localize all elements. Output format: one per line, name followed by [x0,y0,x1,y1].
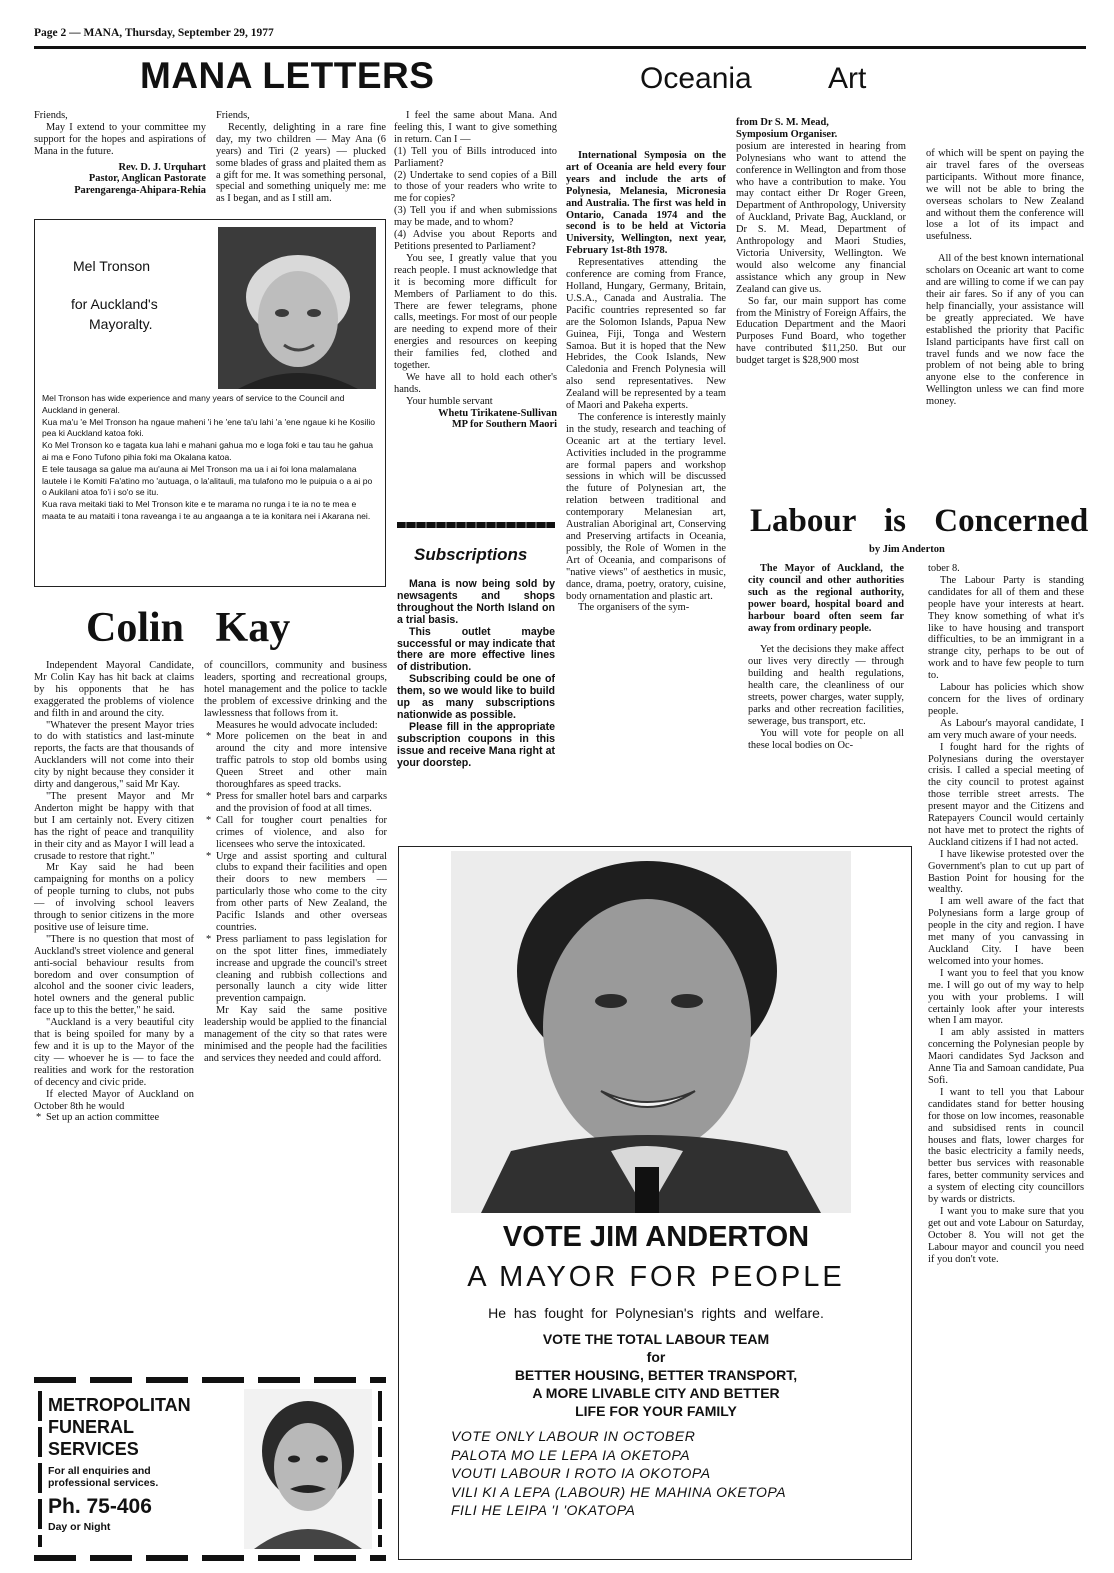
letter-2-body-4: We have all to hold each other's hands. [394,371,557,395]
colin-kay-bullet-4: * Urge and assist sporting and cultural clubs to expand their facilities and open their doors to new members — particularly those who come to the city from other parts of New Zealand, the Pacific Islands and other overseas countries. [216,851,387,934]
funeral-name-2: FUNERAL [48,1417,134,1437]
letter-2-salutation: Friends, [216,110,250,121]
labour-p2: You will vote for people on all these local bodies on Oc- [748,727,904,751]
colin-kay-bullet-2: * Press for smaller hotel bars and carparks and the provision of food at all times. [216,791,387,815]
funeral-ad-right-border [378,1391,382,1547]
funeral-portrait-image [244,1389,372,1549]
section-divider [397,522,555,528]
oceania-col-3 [926,148,1084,498]
letter-1-salutation: Friends, [34,110,68,121]
colin-kay-p1: Independent Mayoral Candidate, Mr Colin Kay has hit back at claims by his opponents that he has exaggerated the problems of violence and filth in and around the city. [34,660,194,719]
colin-kay-col-2 [204,660,387,1376]
anderton-languages [451,1427,901,1520]
anderton-lang-niuean: VILI KI A LEPA (LABOUR) HE MAHINA OKETOPA [451,1483,787,1500]
labour-p7: I fought hard for the rights of Polynesians during the overstayer crisis. I called a special meeting of the city council to protest against those terrible street arrests. The present mayor and the Citizens and Ratepayers Council would certainly not have met to protect the rights of Auckland citizens if I had not acted. [928,741,1084,848]
letter-2-body-3: You see, I greatly value that you reach people. I must acknowledge that it is becoming more difficult for Members of Parliament to do this. There are fewer telegrams, phone calls, meetings. For most of our people are needing to expend more of their energies and resources on keeping their families fed, clothed and together. [394,252,557,372]
oceania-heading-left: Oceania [640,62,752,95]
letter-1-sig-name: Rev. D. J. Urquhart [118,161,206,173]
labour-p11: I am ably assisted in matters concerning the Polynesian people by Maori candidates Syd Jackson and Anne Tia and Samoan candidate, Pua Sofi. [928,1027,1084,1086]
colin-kay-p4: Mr Kay said he had been campaigning for months on a policy of people turning to clubs, not pubs — of involving school leavers through to senior citizens in the more positive use of leisure time. [34,862,194,933]
anderton-lang-samoan: PALOTA MO LE LEPA IA OKETOPA [451,1446,691,1463]
anderton-vote: VOTE JIM ANDERTON [502,1221,810,1253]
colin-kay-p7: If elected Mayor of Auckland on October 8th he would [34,1088,194,1112]
labour-p4: The Labour Party is standing candidates for all of them and these people have your interests at heart. They know something of what it's like to have housing and transport difficulties, to be an immigrant in a strange city, perhaps to be out of work and to have few people to turn to. [928,574,1084,682]
funeral-phone: Ph. 75-406 [48,1495,152,1518]
labour-byline: by Jim Anderton [869,544,945,555]
letter-2-closing: Your humble servant [406,395,493,407]
tronson-portrait-image [218,227,376,389]
letter-1-body: May I extend to your committee my support for the hopes and aspirations of Mana in the future. [34,121,206,157]
anderton-team: VOTE THE TOTAL LABOUR TEAM [542,1331,770,1347]
subscriptions-p1: Mana is now being sold by newsagents and shops throughout the North Island on a trial basis. [397,579,555,626]
letter-2-body-2: I feel the same about Mana. And feeling this, I want to give something in return. Can I — [394,110,557,145]
colin-kay-bullet-3: * Call for tougher court penalties for crimes of violence, and also for licensees who serve the intoxicated. [216,815,387,851]
subscriptions-heading: Subscriptions [414,545,528,564]
colin-kay-p5: "There is no question that most of Auckland's street violence and general anti-social behaviour results from boredom and over consumption of alcohol and the sooner civic leaders, hotel owners and the general public face up to this the better," he said. [34,933,194,1017]
funeral-ad-bottom-border [34,1555,386,1561]
letter-2-sig-title: MP for Southern Maori [451,419,557,431]
colin-kay-p6: "Auckland is a very beautiful city that is being spoiled for many by a few and it is up to the Mayor of the city — whoever he is — to face the realities and work for the restoration of decency and civic pride. [34,1017,194,1088]
anderton-slogan: A MAYOR FOR PEOPLE [467,1261,845,1293]
funeral-ad-left-border [38,1391,42,1547]
colin-kay-closing: Mr Kay said the same positive leadership would be applied to the financial management of the city so that rates were minimised and the people had the facilities and services they needed and could afford. [204,1005,387,1064]
funeral-tagline-1: For all enquiries and [48,1465,151,1477]
oceania-p3: The organisers of the sym- [578,602,690,614]
anderton-for: for [646,1349,666,1365]
labour-p5: Labour has policies which show concern for the lives of ordinary people. [928,682,1084,717]
funeral-ad [34,1377,386,1561]
letter-2-body-1: Recently, delighting in a rare fine day, my two children — May Ana (6 years) and Tiri (2 years) — plucked some blades of grass and plaited them as a gift for me. It was something personal, special and something uniquely me: me as I began, and as I still am. [216,121,386,205]
tronson-text-niuean: Ko Mel Tronson ko e tagata kua lahi e mahani gahua mo e loga foki e tau tau he gahua ai ma e Fono Tufono pihia foki ma Okalana katoa. [42,440,374,462]
tronson-text-samoan: E tele tausaga sa galue ma au'auna ai Mel Tronson ma ua i ai foi lona malamalana lautele i le Komiti Fa'atino mo 'autuaga, o la'alitauli, ma tulafono mo le puipuia o a ai po o Aukilani atoa fo'i i so'o se itu. [42,463,373,498]
anderton-portrait-image [451,851,851,1213]
oceania-col-1 [566,150,726,836]
letter-2-part-1 [216,110,386,210]
labour-p12: I want to tell you that Labour candidates stand for better housing for those on low incomes, reasonable and subsidised rents in council houses and flats, lower charges for the basic electricity a family needs, better bus services with reasonable fares, better community services and a system of electing city councillors by wards or districts. [928,1086,1084,1206]
colin-kay-col-1 [34,660,194,1376]
colin-kay-lead: of councillors, community and business leaders, sporting and recreational groups, hotel management and the police to tackle the problem of excessive drinking and the lawlessness that follows from it. [204,660,387,719]
page-folio: Page 2 — MANA, Thursday, September 29, 1977 [34,27,274,39]
labour-p1: Yet the decisions they make affect our lives very directly — through building and health regulations, health care, the cleanliness of our streets, power charges, water supply, parks and other recreation facilities, sewerage, bus transport, etc. [748,644,904,727]
subscriptions-body [397,579,555,823]
funeral-portrait [244,1389,372,1549]
letter-2-item-1: (1) Tell you of Bills introduced into Parliament? [394,145,557,169]
tronson-ad-text [42,393,378,523]
oceania-byline-1: from Dr S. M. Mead, [736,117,829,128]
letter-2-sig-name: Whetu Tirikatene-Sullivan [438,407,557,419]
anderton-lang-cook-island: VOUTI LABOUR I ROTO IA OKOTOPA [451,1465,711,1481]
tronson-ad-line3: Mayoralty. [89,316,153,332]
anderton-policy-3: LIFE FOR YOUR FAMILY [575,1403,737,1419]
funeral-name-3: SERVICES [48,1439,139,1459]
anderton-policy-1: BETTER HOUSING, BETTER TRANSPORT, [514,1367,798,1383]
anderton-portrait [451,851,851,1213]
subscriptions-p2: This outlet maybe successful or may indicate that there are more effective lines of distribution. [397,625,555,674]
labour-lead: The Mayor of Auckland, the city council and other authorities such as the regional authority, power board, hospital board and harbour board often seem far away from ordinary people. [748,563,904,634]
funeral-hours: Day or Night [48,1521,111,1533]
tronson-ad-line2: for Auckland's [71,296,158,312]
colin-kay-bullet-1: * More policemen on the beat in and around the city and more intensive traffic patrols to stop old bombs using Queen Street and other main thoroughfares as speed tracks. [216,731,387,791]
labour-p10: I want you to feel that you know me. I will go out of my way to help you with your problems. I will certainly look after your interests when I am mayor. [928,967,1084,1027]
oceania-byline-2: Symposium Organiser. [736,128,838,140]
labour-col-2 [928,563,1084,1565]
letters-heading: MANA LETTERS [140,55,435,96]
oceania-p4: posium are interested in hearing from Polynesians who want to attend the conference in Wellington and from those who have a contribution to make. You may contact either Dr Roger Green, Department of Anthropology, University of Auckland, Private Bag, Auckland, or Dr S. M. Mead, Department of Anthropology and Maori Studies, Victoria University, Wellington. We would also welcome any financial assistance which any group in New Zealand can give us. [736,140,906,295]
subscriptions-p4: Please fill in the appropriate subscription coupons in this issue and receive Mana right at your doorstep. [397,720,555,769]
anderton-fought: He has fought for Polynesian's rights and welfare. [488,1305,824,1321]
colin-kay-bullet-5: * Press parliament to pass legislation for on the spot litter fines, immediately increase and upgrade the council's street cleaning and rubbish collections and personally launch a city wide litter prevention campaign. [216,934,387,1005]
funeral-name-1: METROPOLITAN [48,1395,191,1415]
colin-kay-p2: "Whatever the present Mayor tries to do with statistics and last-minute reports, the facts are that thousands of Aucklanders will not come into their city by night because they consider it dirty and dangerous," said Mr Kay. [34,719,194,791]
subscriptions-p3: Subscribing could be one of them, so we would like to build up as many subscriptions nationwide as possible. [397,673,555,721]
tronson-text-english: Mel Tronson has wide experience and many years of service to the Council and Auckland in general. [42,393,345,415]
labour-p8: I have likewise protested over the Government's plan to cut up part of Bastion Point for housing for the wealthy. [928,848,1084,896]
letter-2-item-3: (3) Tell you if and when submissions may be made, and to whom? [394,205,557,229]
colin-kay-heading: Colin Kay [86,605,291,651]
labour-p3: tober 8. [928,563,960,574]
tronson-text-cook-island: Kua rava meitaki tiaki to Mel Tronson kite e te marama no runga i te ia no te mea e maata te au mataiti i tona raveanga i te au angaanga a te ia konitara nei i Akarana nei. [42,499,371,521]
labour-heading: Labour is Concerned [750,503,1089,539]
tronson-text-tongan: Kua ma'u 'e Mel Tronson ha ngaue maheni 'i he 'ene ta'u lahi 'a 'ene ngaue ki he Kosilio pea ki Auckland katoa foki. [42,416,376,439]
colin-kay-bullet-committee: * Set up an action committee [46,1112,194,1124]
letter-2-item-2: (2) Undertake to send copies of a Bill to those of your readers who write to me for copies? [394,169,557,205]
labour-p6: As Labour's mayoral candidate, I am very much aware of your needs. [928,717,1084,741]
oceania-lead: International Symposia on the art of Oceania are held every four years and include the arts of Polynesia, Melanesia, Micronesia and Australia. The first was held in Ontario, Canada 1974 and the second is to be held at Victoria University, Wellington, next year, February 1st-8th 1978. [566,150,726,257]
oceania-p6: of which will be spent on paying the air travel fares of the overseas participants. Without more finance, we will not be able to bring the overseas scholars to New Zealand and without them the conference will lose a lot of its impact and usefulness. [926,148,1084,243]
letter-1 [34,110,206,214]
letter-2-part-2 [394,110,557,525]
tronson-ad-name: Mel Tronson [73,258,151,274]
tronson-ad [34,219,386,587]
oceania-p1: Representatives attending the conference are coming from France, Holland, Hungary, Germany, Britain, U.S.A., Canada and Australia. The Pacific countries represented so far are the Solomon Islands, Papua New Guinea, Fiji, Tonga and Western Samoa. But it is hoped that the New Hebrides, the Cook Islands, New Caledonia and French Polynesia will also send representatives. New Zealand will be represented by a team of Maori and Pakeha experts. [566,257,726,412]
anderton-ad [398,846,912,1560]
oceania-p2: The conference is interestly mainly in the study, research and teaching of Oceanic art at the tertiary level. Activities included in the programme are formal papers and workshop sessions in which will be discussed the future of Polynesian art, the relation between traditional and contemporary Melanesian art, Australian Aboriginal art, Conserving and Preserving artifacts in Oceania, possibly, the Role of Women in the Art of Oceania, and comparisons of "native views" of aesthetics in music, dance, drama, poetry, oratory, cuisine, body ornamentation and plastic art. [566,411,726,602]
funeral-ad-top-border [34,1377,386,1383]
letter-2-item-4: (4) Advise you about Reports and Petitions presented to Parliament? [394,229,557,252]
colin-kay-measures: Measures he would advocate included: [216,719,378,731]
letter-1-sig-title: Pastor, Anglican Pastorate [88,173,206,185]
labour-col-1 [748,563,904,835]
oceania-col-2 [736,117,906,497]
anderton-lang-english: VOTE ONLY LABOUR IN OCTOBER [451,1428,696,1444]
header-rule [34,46,1086,49]
oceania-p7: All of the best known international scholars on Oceanic art want to come and are willing to come if we can pay their air fares. So if any of you can help financially, your assistance will be greatly appreciated. We have established the priority that Pacific Island participants have first call on travel funds and we now face the problem of not being able to bring anyone else to the conference in Wellington unless we can find more money. [926,253,1084,408]
letter-1-sig-place: Parengarenga-Ahipara-Rehia [74,184,206,196]
oceania-p5: So far, our main support has come from the Ministry of Foreign Affairs, the Education Department and the Maori Purposes Fund Board, who together have contributed $11,250. But our budget target is $28,900 most [736,295,906,367]
oceania-heading-right: Art [828,62,867,95]
tronson-portrait [218,227,376,389]
anderton-policy-2: A MORE LIVABLE CITY AND BETTER [532,1385,780,1401]
funeral-tagline-2: professional services. [48,1477,159,1489]
labour-p9: I am well aware of the fact that Polynesians form a large group of people in the city and region. I have met many of you canvassing in Auckland City. I have been welcomed into your homes. [928,896,1084,967]
anderton-lang-tongan: FILI HE LEIPA 'I 'OKATOPA [451,1502,636,1518]
labour-p13: I want you to make sure that you get out and vote Labour on Saturday, October 8. You will not get the Labour mayor and council you need if you don't vote. [928,1205,1084,1265]
colin-kay-p3: "The present Mayor and Mr Anderton might be happy with that but I am certainly not. Every citizen has the right of peace and tranquility in their city and as Mayor I will lead a crusade to restore that right." [34,790,194,862]
